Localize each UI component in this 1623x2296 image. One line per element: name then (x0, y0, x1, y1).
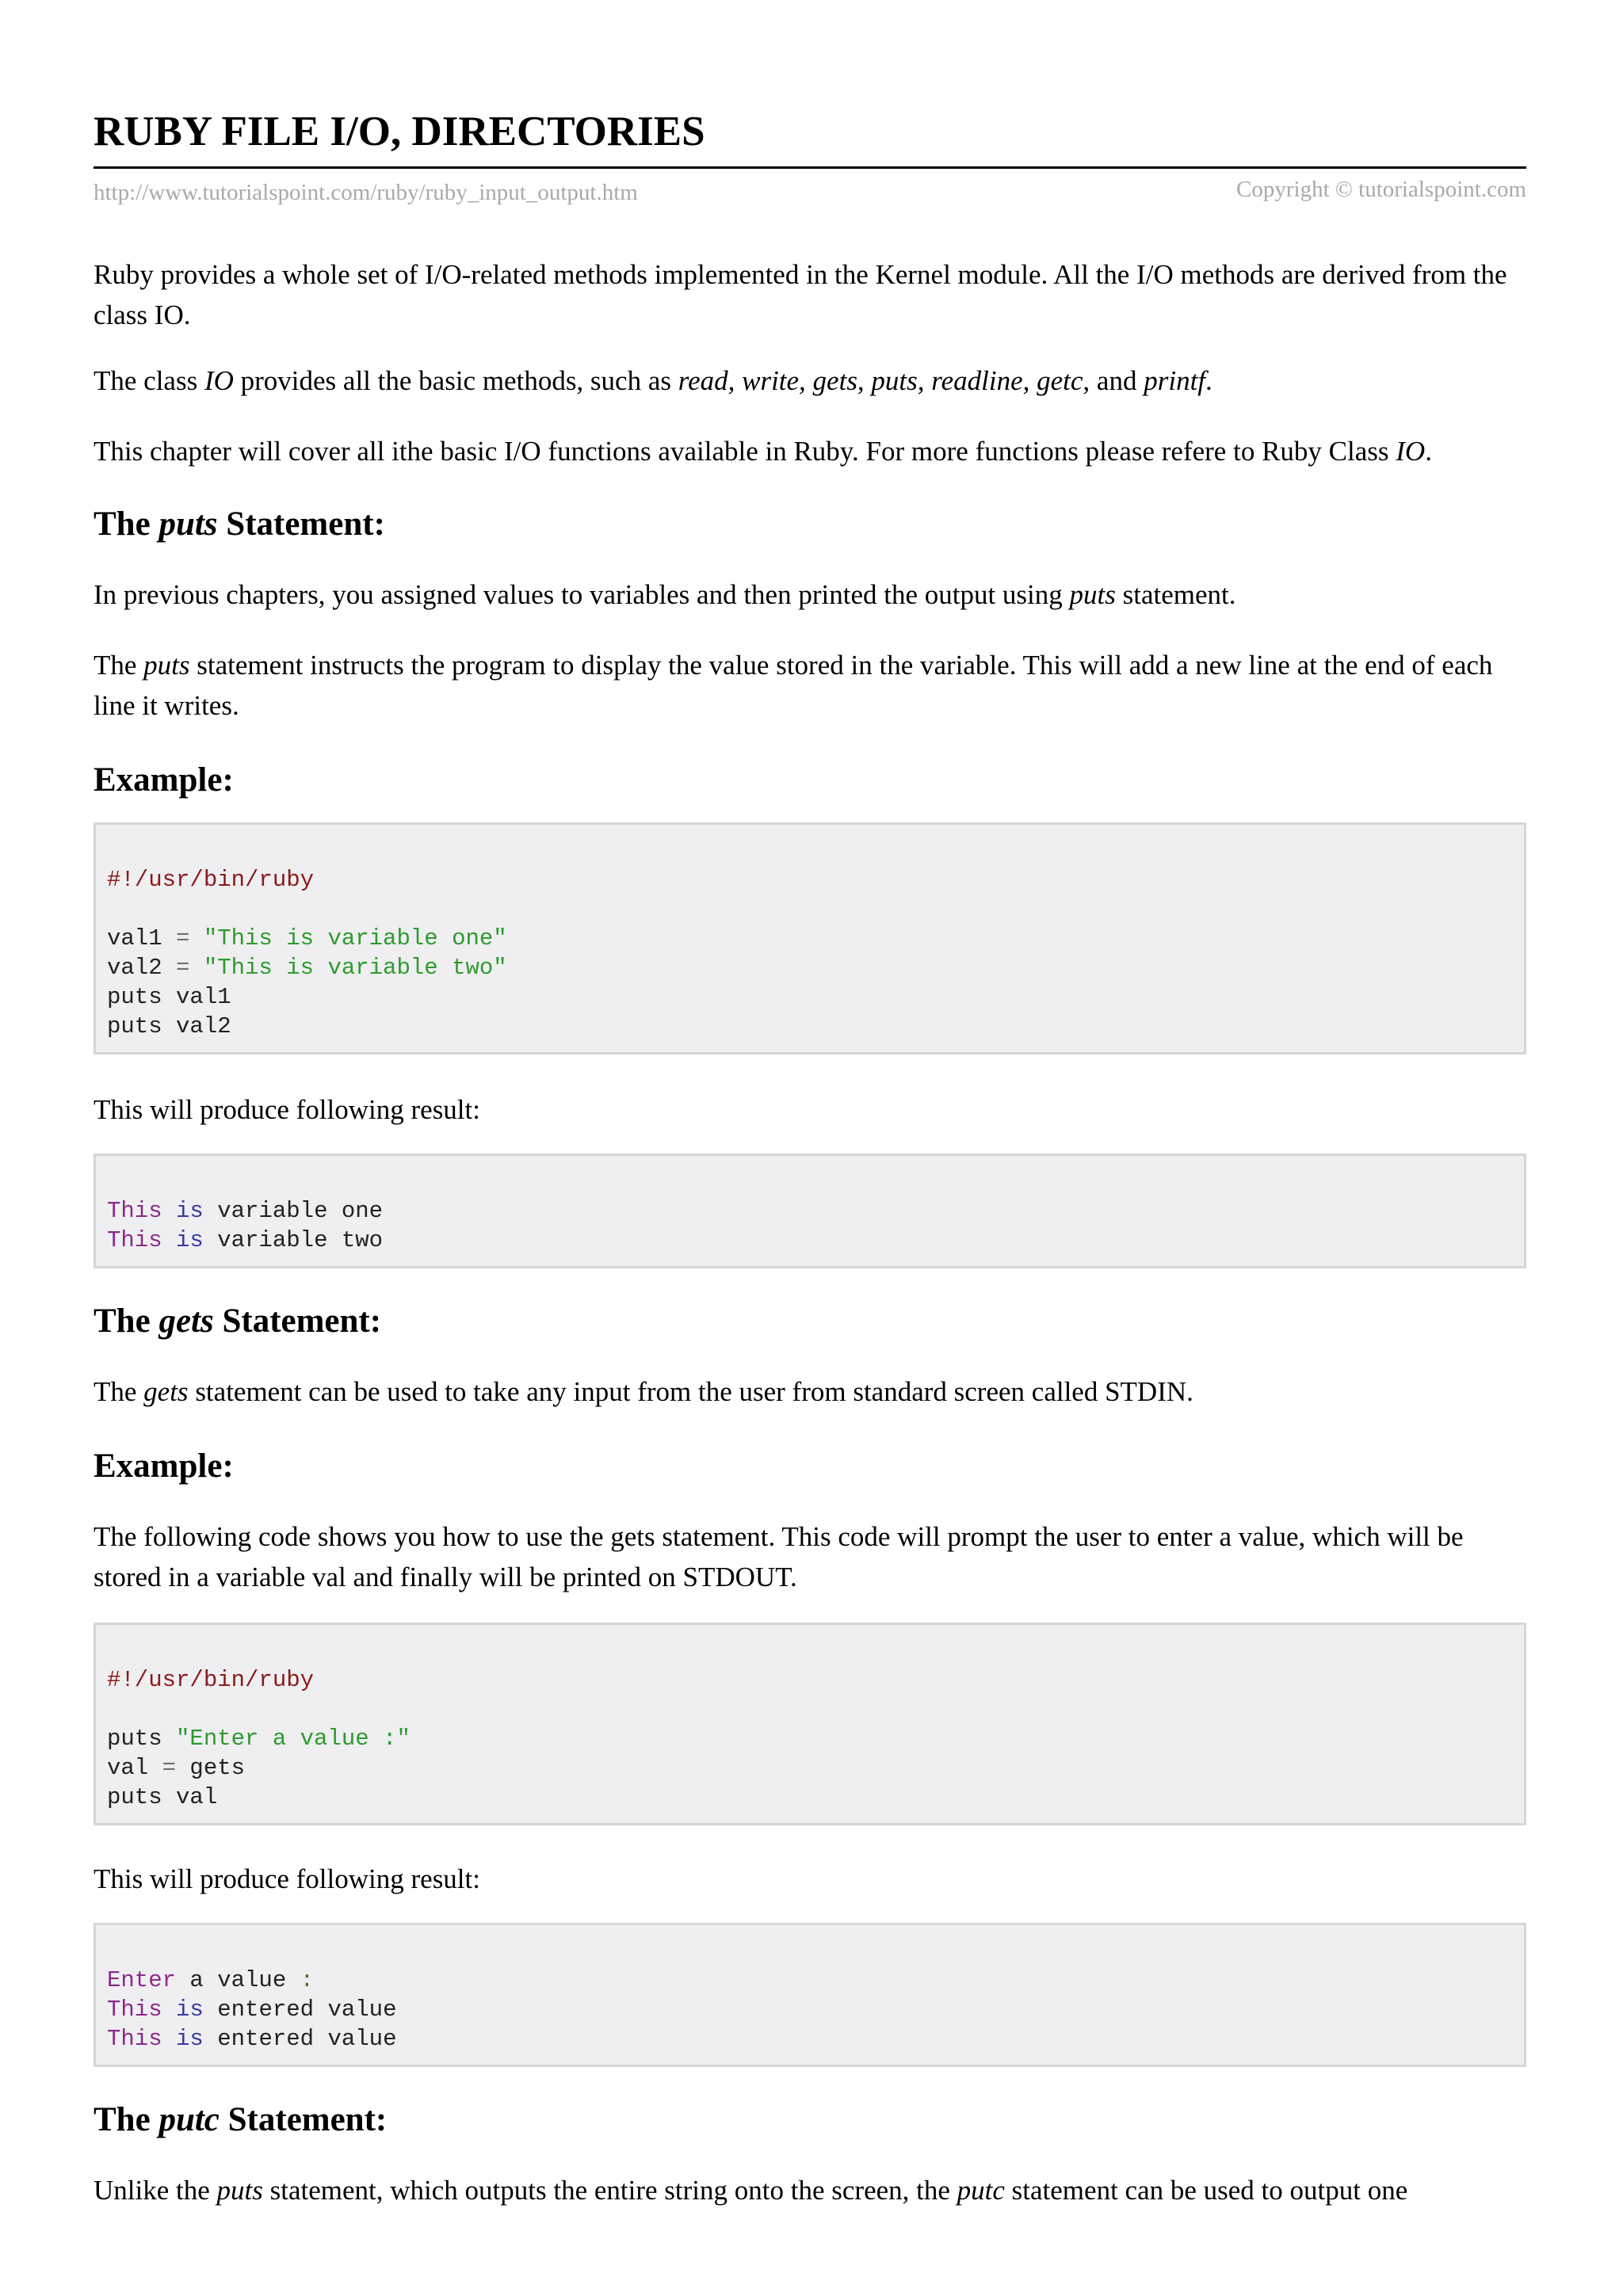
putc-paragraph-1: Unlike the puts statement, which outputs the entire string onto the screen, the putc statement can be used to output one (94, 2175, 1408, 2206)
code-line: puts val1 (107, 984, 231, 1010)
puts-example-heading: Example: (94, 761, 234, 799)
putc-heading: The putc Statement: (94, 2101, 388, 2138)
document-page (94, 108, 1526, 2210)
puts-code-block (94, 822, 1526, 1055)
puts-paragraph-2: The puts statement instructs the program to display the value stored in the variable. This will add a new line at the end of each line it writes. (94, 650, 1493, 721)
output-line: This is variable two (107, 1227, 384, 1253)
intro-paragraph-1: Ruby provides a whole set of I/O-related methods implemented in the Kernel module. All the I/O methods are derived from the class IO. (94, 259, 1507, 330)
title-divider (94, 166, 1526, 169)
output-line: Enter a value : (107, 1967, 315, 1993)
puts-result-intro: This will produce following result: (94, 1094, 480, 1125)
gets-result-intro: This will produce following result: (94, 1863, 480, 1894)
gets-code-block (94, 1623, 1526, 1825)
code-line: #!/usr/bin/ruby (107, 867, 315, 893)
gets-heading: The gets Statement: (94, 1302, 382, 1340)
source-url[interactable]: http://www.tutorialspoint.com/ruby/ruby_input_output.htm (94, 180, 638, 205)
gets-paragraph-2: The following code shows you how to use the gets statement. This code will prompt the user to enter a value, which will be stored in a variable val and finally will be printed on STDOUT. (94, 1521, 1464, 1592)
copyright-notice: Copyright © tutorialspoint.com (1236, 177, 1526, 202)
code-line (107, 894, 1513, 924)
output-line: This is variable one (107, 1198, 384, 1224)
puts-heading: The puts Statement: (94, 505, 385, 543)
code-line (107, 1695, 1513, 1724)
code-line: puts val2 (107, 1013, 231, 1039)
intro-paragraph-2: The class IO provides all the basic methods, such as read, write, gets, puts, readline, getc, and printf. (94, 365, 1212, 396)
code-line: val1 = "This is variable one" (107, 925, 507, 952)
code-line: val = gets (107, 1755, 246, 1781)
code-line: #!/usr/bin/ruby (107, 1667, 315, 1693)
puts-paragraph-1: In previous chapters, you assigned values to variables and then printed the output using puts statement. (94, 579, 1236, 610)
gets-paragraph-1: The gets statement can be used to take any input from the user from standard screen called STDIN. (94, 1376, 1193, 1407)
meta-row (94, 177, 1526, 212)
intro-paragraph-3: This chapter will cover all ithe basic I/O functions available in Ruby. For more functions please refere to Ruby Class IO. (94, 436, 1432, 467)
output-line: This is entered value (107, 1997, 397, 2023)
output-line: This is entered value (107, 2026, 397, 2052)
gets-output-block (94, 1923, 1526, 2067)
puts-output-block (94, 1154, 1526, 1268)
code-line: puts "Enter a value :" (107, 1726, 411, 1752)
document-title: RUBY FILE I/O, DIRECTORIES (94, 109, 705, 154)
code-line: puts val (107, 1784, 218, 1810)
gets-example-heading: Example: (94, 1447, 234, 1485)
code-line: val2 = "This is variable two" (107, 955, 507, 981)
